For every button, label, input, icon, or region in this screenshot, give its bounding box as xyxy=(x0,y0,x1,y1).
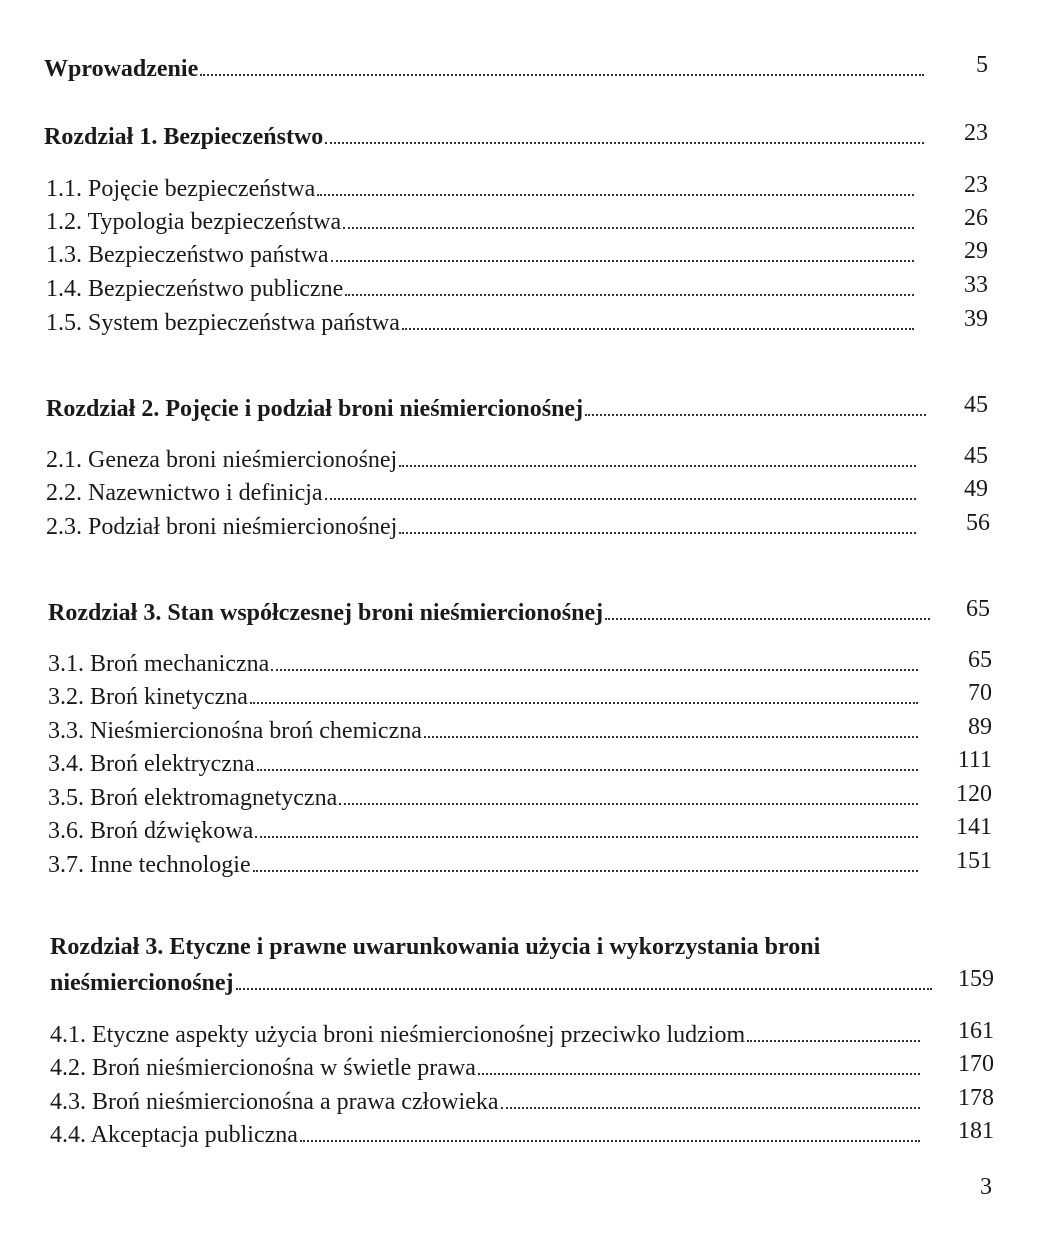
toc-label: 3.6. Broń dźwiękowa xyxy=(48,818,254,844)
leader-dots xyxy=(399,465,916,467)
toc-page-number: 56 xyxy=(966,510,990,536)
leader-dots xyxy=(339,803,918,805)
toc-page-number: 181 xyxy=(958,1118,994,1144)
toc-entry-chapter-1 xyxy=(44,124,928,156)
toc-entry-chapter-2 xyxy=(46,396,930,428)
toc-entry-4-4 xyxy=(50,1122,924,1154)
toc-label: 1.4. Bezpieczeństwo publiczne xyxy=(46,276,344,302)
toc-entry-3-7 xyxy=(48,852,922,884)
toc-page-number: 39 xyxy=(964,306,988,332)
toc-page-number: 178 xyxy=(958,1085,994,1111)
leader-dots xyxy=(236,988,932,990)
toc-entry-3-1 xyxy=(48,651,922,683)
toc-entry-2-2 xyxy=(46,480,920,512)
leader-dots xyxy=(478,1073,920,1075)
toc-label: nieśmiercionośnej xyxy=(50,970,234,996)
toc-entry-3-6 xyxy=(48,818,922,850)
leader-dots xyxy=(402,328,914,330)
toc-label: 2.3. Podział broni nieśmiercionośnej xyxy=(46,514,398,540)
toc-entry-2-3 xyxy=(46,514,920,546)
leader-dots xyxy=(331,260,914,262)
toc-page-number: 70 xyxy=(968,680,992,706)
toc-page-number: 170 xyxy=(958,1051,994,1077)
toc-page-number: 29 xyxy=(964,238,988,264)
toc-entry-1-2 xyxy=(46,209,918,241)
toc-label: 1.5. System bezpieczeństwa państwa xyxy=(46,310,400,336)
page-number: 3 xyxy=(980,1174,992,1200)
toc-label: Rozdział 2. Pojęcie i podział broni nieśmiercionośnej xyxy=(46,396,584,422)
leader-dots xyxy=(325,498,916,500)
toc-entry-chapter-4 xyxy=(50,970,936,1002)
toc-chapter-4-line-1: Rozdział 3. Etyczne i prawne uwarunkowania użycia i wykorzystania broni xyxy=(50,934,821,960)
leader-dots xyxy=(253,870,918,872)
toc-label: 1.1. Pojęcie bezpieczeństwa xyxy=(46,176,316,202)
toc-label: 3.1. Broń mechaniczna xyxy=(48,651,270,677)
toc-page-number: 151 xyxy=(956,848,992,874)
toc-entry-1-3 xyxy=(46,242,918,274)
toc-entry-3-3 xyxy=(48,718,922,750)
toc-label: 4.4. Akceptacja publiczna xyxy=(50,1122,298,1148)
toc-entry-3-4 xyxy=(48,751,922,783)
toc-label: Rozdział 3. Stan współczesnej broni nieśmiercionośnej xyxy=(48,600,604,626)
toc-page-number: 23 xyxy=(964,120,988,146)
leader-dots xyxy=(325,142,924,144)
toc-page-number: 65 xyxy=(968,647,992,673)
toc-page-number: 111 xyxy=(957,747,992,773)
toc-page-number: 45 xyxy=(964,392,988,418)
leader-dots xyxy=(255,836,918,838)
toc-entry-4-3 xyxy=(50,1089,924,1121)
toc-page-number: 5 xyxy=(976,52,988,78)
toc-label: 2.1. Geneza broni nieśmiercionośnej xyxy=(46,447,398,473)
leader-dots xyxy=(343,227,914,229)
toc-entry-4-1 xyxy=(50,1022,924,1054)
toc-page-number: 26 xyxy=(964,205,988,231)
toc-label: Rozdział 1. Bezpieczeństwo xyxy=(44,124,324,150)
leader-dots xyxy=(747,1040,920,1042)
toc-label: 1.2. Typologia bezpieczeństwa xyxy=(46,209,342,235)
leader-dots xyxy=(424,736,918,738)
leader-dots xyxy=(257,769,918,771)
toc-label: 3.4. Broń elektryczna xyxy=(48,751,255,777)
toc-label: 3.5. Broń elektromagnetyczna xyxy=(48,785,338,811)
toc-label: 4.3. Broń nieśmiercionośna a prawa człowieka xyxy=(50,1089,499,1115)
toc-label: 2.2. Nazewnictwo i definicja xyxy=(46,480,323,506)
leader-dots xyxy=(605,618,930,620)
toc-label: 3.3. Nieśmiercionośna broń chemiczna xyxy=(48,718,422,744)
toc-label: 3.7. Inne technologie xyxy=(48,852,251,878)
toc-label: 4.1. Etyczne aspekty użycia broni nieśmiercionośnej przeciwko ludziom xyxy=(50,1022,746,1048)
leader-dots xyxy=(345,294,914,296)
toc-page-number: 89 xyxy=(968,714,992,740)
leader-dots xyxy=(200,74,924,76)
toc-entry-4-2 xyxy=(50,1055,924,1087)
toc-entry-1-5 xyxy=(46,310,918,342)
leader-dots xyxy=(317,194,914,196)
toc-page-number: 159 xyxy=(958,966,994,992)
toc-label: 3.2. Broń kinetyczna xyxy=(48,684,248,710)
toc-page-number: 23 xyxy=(964,172,988,198)
toc-page-number: 65 xyxy=(966,596,990,622)
toc-label: Wprowadzenie xyxy=(44,56,199,82)
toc-page-number: 161 xyxy=(958,1018,994,1044)
toc-page-number: 141 xyxy=(956,814,992,840)
leader-dots xyxy=(501,1107,920,1109)
toc-entry-intro xyxy=(44,56,928,88)
toc-page-number: 33 xyxy=(964,272,988,298)
toc-entry-1-1 xyxy=(46,176,918,208)
toc-page-number: 45 xyxy=(964,443,988,469)
leader-dots xyxy=(271,669,918,671)
toc-label: 4.2. Broń nieśmiercionośna w świetle prawa xyxy=(50,1055,476,1081)
leader-dots xyxy=(585,414,926,416)
toc-entry-2-1 xyxy=(46,447,920,479)
leader-dots xyxy=(250,702,918,704)
toc-page-number: 120 xyxy=(956,781,992,807)
toc-entry-1-4 xyxy=(46,276,918,308)
leader-dots xyxy=(300,1140,920,1142)
toc-entry-chapter-3 xyxy=(48,600,934,632)
toc-page-number: 49 xyxy=(964,476,988,502)
toc-label: 1.3. Bezpieczeństwo państwa xyxy=(46,242,329,268)
leader-dots xyxy=(399,532,916,534)
toc-entry-3-2 xyxy=(48,684,922,716)
toc-entry-3-5 xyxy=(48,785,922,817)
